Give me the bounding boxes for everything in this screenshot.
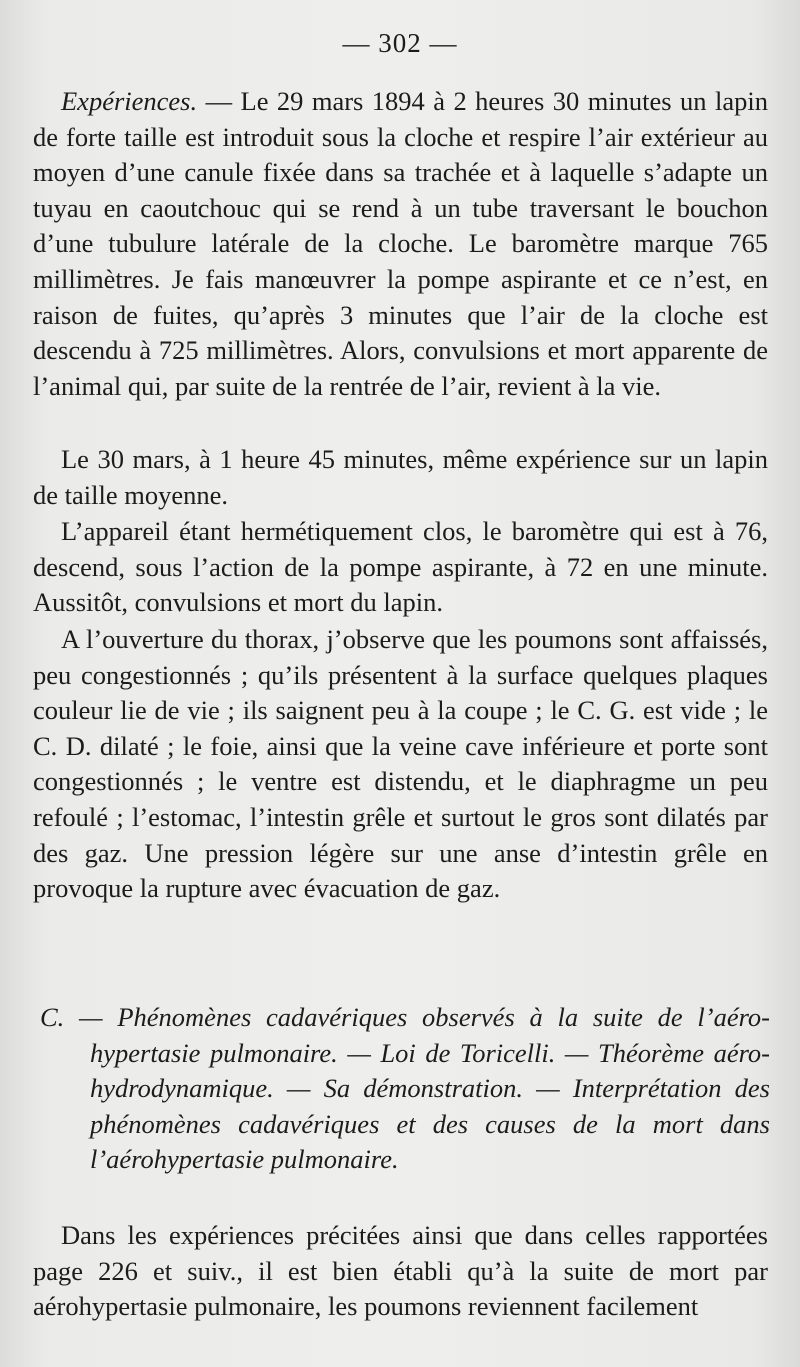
experiences-text: — Le 29 mars 1894 à 2 heures 30 minutes un lapin de forte taille est introduit sous la cloche et respire l’air extérieur au moyen d’une canule fixée dans sa trachée et à laquelle s’adapte un tuyau en caoutchouc qui se rend à un tube traversant le bouchon d’une tubulure latérale de la cloche. Le baromètre marque 765 millimètres. Je fais manœuvrer la pompe aspirante et ce n’est, en raison de fuites, qu’après 3 minutes que l’air de la cloche est descendu à 725 millimètres. Alors, convulsions et mort apparente de l’animal qui, par suite de la rentrée de l’air, revient à la vie. bbox=[33, 86, 768, 401]
paragraph-apparatus: L’appareil étant hermétiquement clos, le baromètre qui est à 76, descend, sous l’action de la pompe aspirante, à 72 en une minute. Aussitôt, convulsions et mort du lapin. bbox=[33, 516, 768, 618]
paragraph-experiences bbox=[33, 84, 768, 404]
page-number: — 302 — bbox=[342, 28, 458, 58]
paragraph-thorax-observation: A l’ouverture du thorax, j’observe que les poumons sont affaissés, peu congestionnés ; qu’ils présentent à la surface quelques plaques couleur lie de vie ; ils saignent peu à la coupe ; le C. G. est vide ; le C. D. dilaté ; le foie, ainsi que la veine cave inférieure et porte sont congestionnés ; le ventre est distendu, et le diaphragme un peu refoulé ; l’estomac, l’intestin grêle et surtout le gros sont dilatés par des gaz. Une pression légère sur une anse d’intestin grêle en provoque la rupture avec évacuation de gaz. bbox=[33, 624, 768, 904]
section-heading: C. — Phénomènes cadavériques observés à la suite de l’aéro-hypertasie pulmonaire. — Loi de Toricelli. — Théorème aéro-hydrodynamique. — Sa démonstration. — Interprétation des phénomènes cadavériques et des causes de la mort dans l’aérohypertasie pulmonaire. bbox=[40, 1002, 770, 1175]
paragraph-second-experiment: Le 30 mars, à 1 heure 45 minutes, même expérience sur un lapin de taille moyenne. bbox=[33, 444, 768, 510]
paragraph-conclusion: Dans les expériences précitées ainsi que dans celles rapportées page 226 et suiv., il est bien établi qu’à la suite de mort par aérohypertasie pulmonaire, les poumons reviennent facilement bbox=[33, 1220, 768, 1322]
experiences-label: Expériences. bbox=[61, 86, 198, 116]
